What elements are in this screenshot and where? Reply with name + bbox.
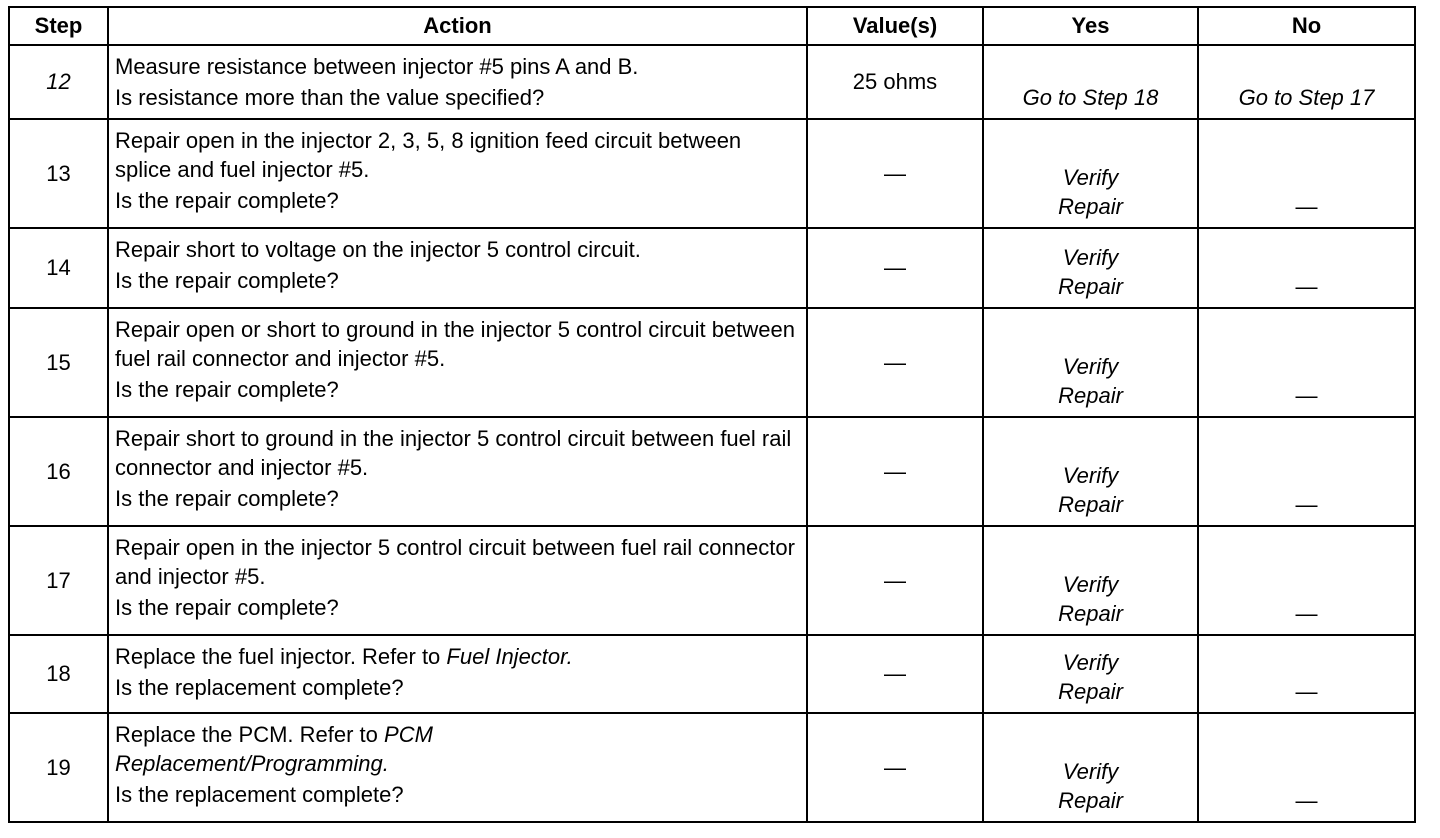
yes-text: Verify Repair bbox=[1058, 759, 1123, 813]
action-text-prefix: Replace the PCM. Refer to bbox=[115, 722, 385, 747]
action-question: Is the replacement complete? bbox=[115, 782, 404, 807]
action-text: Repair open in the injector 5 control circuit between fuel rail connector and injector #5. bbox=[115, 535, 795, 589]
header-action: Action bbox=[108, 7, 807, 45]
table-row bbox=[9, 713, 1415, 822]
action-text-prefix: Replace the fuel injector. Refer to bbox=[115, 644, 447, 669]
value-cell: 25 ohms bbox=[807, 45, 983, 119]
no-cell: Go to Step 17 bbox=[1198, 45, 1415, 119]
no-text: — bbox=[1295, 601, 1318, 626]
step-number: 12 bbox=[9, 45, 108, 119]
yes-text: Verify Repair bbox=[1058, 650, 1123, 704]
step-number: 17 bbox=[9, 526, 108, 635]
table-row bbox=[9, 417, 1415, 526]
no-text: — bbox=[1295, 679, 1318, 704]
yes-text: Verify Repair bbox=[1058, 463, 1123, 517]
action-cell bbox=[108, 119, 807, 228]
no-text: — bbox=[1295, 383, 1318, 408]
step-number: 13 bbox=[9, 119, 108, 228]
no-text: — bbox=[1295, 274, 1318, 299]
action-cell bbox=[108, 713, 807, 822]
action-question: Is the repair complete? bbox=[115, 486, 339, 511]
action-question: Is the repair complete? bbox=[115, 268, 339, 293]
step-number: 18 bbox=[9, 635, 108, 713]
step-number: 15 bbox=[9, 308, 108, 417]
header-no: No bbox=[1198, 7, 1415, 45]
yes-cell bbox=[983, 417, 1198, 526]
no-cell bbox=[1198, 526, 1415, 635]
table-row bbox=[9, 228, 1415, 308]
yes-text: Verify Repair bbox=[1058, 165, 1123, 219]
step-number: 14 bbox=[9, 228, 108, 308]
no-cell bbox=[1198, 417, 1415, 526]
action-cell bbox=[108, 417, 807, 526]
fuel-injector-reference-link[interactable]: Fuel Injector. bbox=[446, 644, 573, 669]
no-text: — bbox=[1295, 194, 1318, 219]
diagnostic-table-container bbox=[8, 6, 1416, 823]
action-question: Is the repair complete? bbox=[115, 595, 339, 620]
table-row bbox=[9, 635, 1415, 713]
yes-text: Verify Repair bbox=[1058, 245, 1123, 299]
yes-cell bbox=[983, 713, 1198, 822]
action-cell bbox=[108, 308, 807, 417]
table-row bbox=[9, 526, 1415, 635]
value-cell: — bbox=[807, 713, 983, 822]
header-yes: Yes bbox=[983, 7, 1198, 45]
no-cell bbox=[1198, 228, 1415, 308]
value-cell: — bbox=[807, 635, 983, 713]
no-text: — bbox=[1295, 492, 1318, 517]
pcm-replacement-reference-link[interactable]: PCM Replacement/Programming. bbox=[115, 722, 433, 776]
no-text: — bbox=[1295, 788, 1318, 813]
value-cell: — bbox=[807, 308, 983, 417]
action-text: Repair open in the injector 2, 3, 5, 8 ignition feed circuit between splice and fuel injector #5. bbox=[115, 128, 742, 182]
yes-cell: Go to Step 18 bbox=[983, 45, 1198, 119]
no-cell bbox=[1198, 119, 1415, 228]
yes-cell bbox=[983, 635, 1198, 713]
action-cell bbox=[108, 228, 807, 308]
yes-cell bbox=[983, 308, 1198, 417]
header-row bbox=[9, 7, 1415, 45]
yes-cell bbox=[983, 119, 1198, 228]
value-cell: — bbox=[807, 417, 983, 526]
step-number: 16 bbox=[9, 417, 108, 526]
action-text: Repair short to ground in the injector 5 control circuit between fuel rail connector and injector #5. bbox=[115, 426, 792, 480]
value-cell: — bbox=[807, 526, 983, 635]
diagnostic-table bbox=[8, 6, 1416, 823]
yes-text: Verify Repair bbox=[1058, 354, 1123, 408]
table-row bbox=[9, 308, 1415, 417]
action-text: Repair open or short to ground in the injector 5 control circuit between fuel rail connector and injector #5. bbox=[115, 317, 795, 371]
action-text bbox=[115, 720, 535, 778]
yes-cell bbox=[983, 526, 1198, 635]
header-values: Value(s) bbox=[807, 7, 983, 45]
step-number: 19 bbox=[9, 713, 108, 822]
action-text: Measure resistance between injector #5 pins A and B. bbox=[115, 54, 639, 79]
action-cell bbox=[108, 635, 807, 713]
value-cell: — bbox=[807, 119, 983, 228]
header-step: Step bbox=[9, 7, 108, 45]
table-row bbox=[9, 119, 1415, 228]
action-question: Is the repair complete? bbox=[115, 188, 339, 213]
action-question: Is the repair complete? bbox=[115, 377, 339, 402]
table-row bbox=[9, 45, 1415, 119]
action-cell bbox=[108, 526, 807, 635]
yes-cell bbox=[983, 228, 1198, 308]
yes-text: Verify Repair bbox=[1058, 572, 1123, 626]
action-text bbox=[115, 642, 798, 671]
action-text: Repair short to voltage on the injector 5 control circuit. bbox=[115, 237, 641, 262]
no-cell bbox=[1198, 635, 1415, 713]
no-cell bbox=[1198, 308, 1415, 417]
no-cell bbox=[1198, 713, 1415, 822]
value-cell: — bbox=[807, 228, 983, 308]
action-question: Is the replacement complete? bbox=[115, 675, 404, 700]
action-question: Is resistance more than the value specified? bbox=[115, 85, 545, 110]
action-cell bbox=[108, 45, 807, 119]
